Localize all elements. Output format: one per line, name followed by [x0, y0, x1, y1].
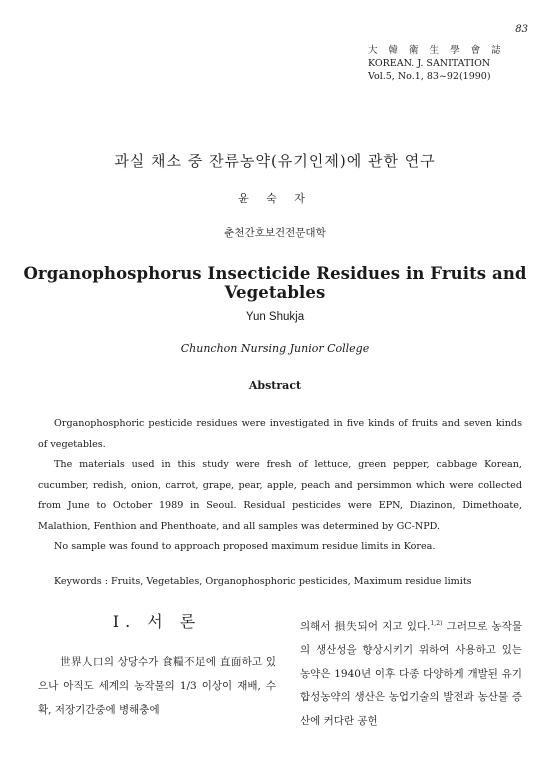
body-paragraph: 世界人口의 상당수가 食糧不足에 直面하고 있으나 아직도 세계의 농작물의 1/3 이상이 재배, 수확, 저장기간중에 병해충에 — [38, 656, 276, 716]
abstract-body — [38, 414, 522, 558]
author-korean: 윤 숙 자 — [238, 192, 312, 205]
body-right-column — [300, 612, 522, 733]
body-paragraph — [300, 612, 522, 733]
title-korean: 과실 채소 중 잔류농약(유기인제)에 관한 연구 — [114, 152, 436, 170]
body-text: 의해서 損失되어 지고 있다. — [300, 620, 431, 633]
journal-english-name: KOREAN. J. SANITATION — [368, 58, 491, 69]
abstract-paragraph: The materials used in this study were fresh of lettuce, green pepper, cabbage Korean, cucumber, redish, onion, carrot, grape, pear, apple, peach and persimmon which were collected from June to October 1989 in Seoul. Residual pesticides were EPN, Diazinon, Dimethoate, Malathion, Fenthion and Phenthoate, and all samples was determined by GC-NPD. — [38, 459, 522, 532]
keywords: Keywords : Fruits, Vegetables, Organophosphoric pesticides, Maximum residue limits — [54, 576, 472, 587]
citation-marker: 1,2) — [430, 620, 443, 627]
page-number: 83 — [515, 24, 528, 35]
abstract-paragraph: No sample was found to approach proposed maximum residue limits in Korea. — [54, 541, 436, 552]
journal-volume: Vol.5, No.1, 83~92(1990) — [368, 71, 491, 82]
abstract-paragraph: Organophosphoric pesticide residues were investigated in five kinds of fruits and seven kinds of vegetables. — [38, 418, 522, 450]
journal-info — [368, 44, 518, 83]
journal-korean-name: 大 韓 衛 生 學 會 誌 — [368, 45, 505, 56]
affiliation-english: Chunchon Nursing Junior College — [180, 342, 370, 355]
abstract-heading: Abstract — [248, 379, 302, 392]
author-english: Yun Shukja — [245, 311, 305, 323]
section-heading-introduction: Ⅰ. 서 론 — [112, 612, 202, 631]
affiliation-korean: 춘천간호보건전문대학 — [224, 227, 326, 239]
body-left-column — [38, 610, 276, 722]
body-text: 그러므로 농작물의 생산성을 향상시키기 위하여 사용하고 있는 농약은 1940년 이후 다종 다양하게 개발된 유기합성농약의 생산은 농업기술의 발전과 농산물 증산에 커다란 공헌 — [300, 620, 522, 727]
title-english: Organophosphorus Insecticide Residues in Fruits and Vegetables — [23, 264, 527, 302]
